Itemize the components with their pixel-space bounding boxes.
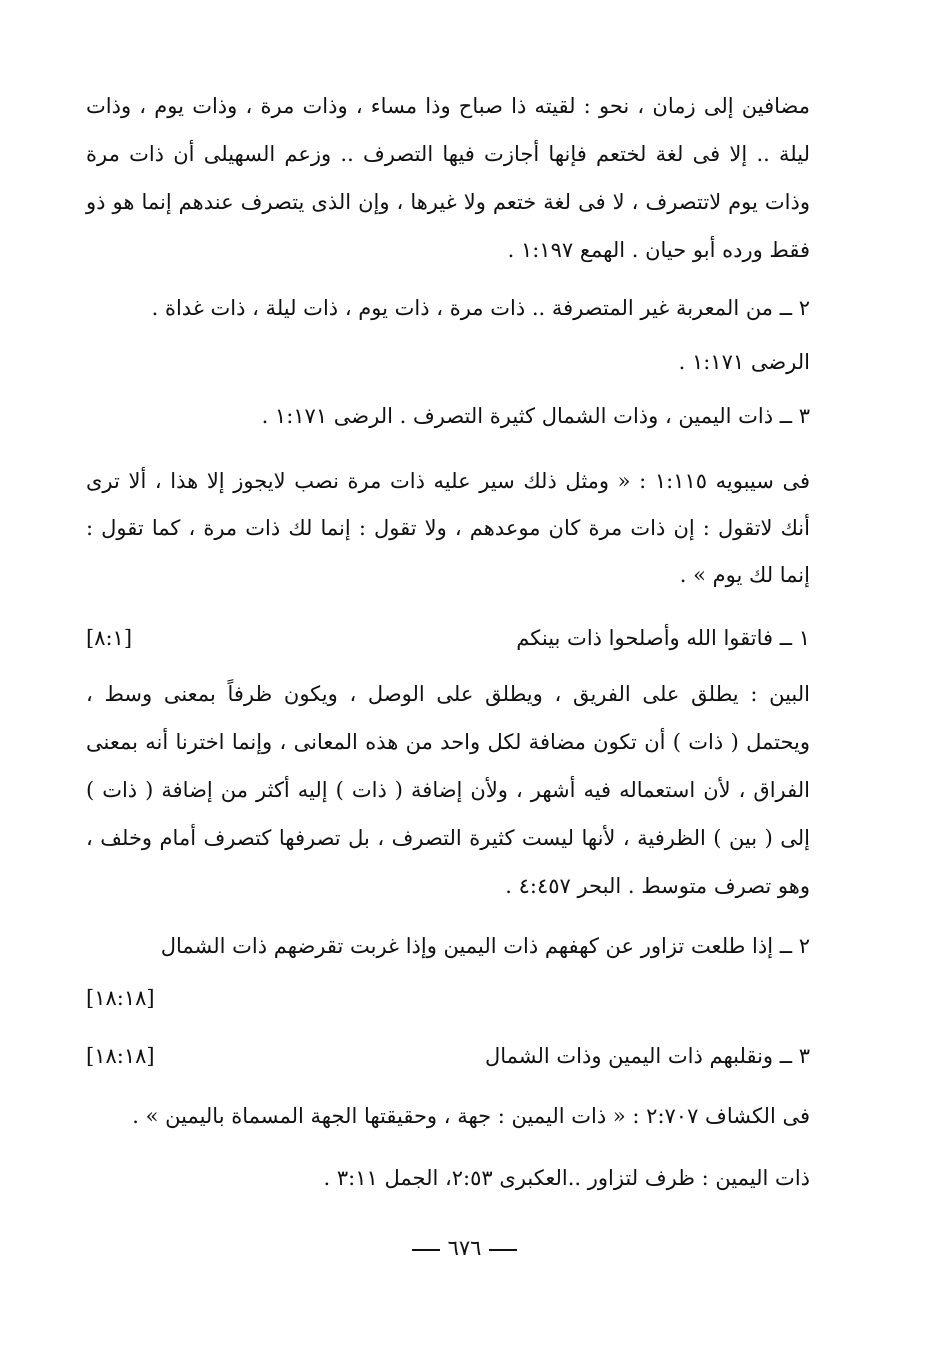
page-number: ٦٧٦ <box>447 1236 482 1260</box>
dash-right <box>489 1249 517 1251</box>
verse-2-reference: [١٨:١٨] <box>86 986 155 1010</box>
item-2-non-declinable-line1: ٢ ــ من المعربة غير المتصرفة .. ذات مرة ، ذات يوم ، ذات ليلة ، ذات غداة . <box>151 296 810 320</box>
akbari-note: ذات اليمين : ظرف لتزاور ..العكبرى ٢:٥٣، الجمل ٣:١١ . <box>323 1166 810 1190</box>
item-2-non-declinable-line2: الرضى ١:١٧١ . <box>678 350 810 374</box>
verse-2: ٢ ــ إذا طلعت تزاور عن كهفهم ذات اليمين وإذا غربت تقرضهم ذات الشمال <box>160 934 810 958</box>
verse-1: ١ ــ فاتقوا الله وأصلحوا ذات بينكم <box>516 626 810 650</box>
dash-left <box>412 1249 440 1251</box>
sibawayh-quote: فى سيبويه ١:١١٥ : « ومثل ذلك سير عليه ذات مرة نصب لايجوز إلا هذا ، ألا ترى أنك لاتقول : إن ذات مرة كان موعدهم ، ولا تقول : إنما لك ذات مرة ، كما تقول : إنما لك يوم » . <box>86 469 811 587</box>
page-number-footer <box>0 1236 929 1260</box>
paragraph-dhat-time-expressions: مضافين إلى زمان ، نحو : لقيته ذا صباح وذا مساء ، وذات مرة ، وذات يوم ، وذات ليلة .. إلا فى لغة لختعم فإنها أجازت فيها التصرف .. وزعم السهيلى أن ذات مرة وذات يوم لاتتصرف ، لا فى لغة ختعم ولا غيرها ، وإن الذى يتصرف عندهم إنما هو ذو فقط ورده أبو حيان . الهمع ١:١٩٧ . <box>86 94 810 262</box>
kashshaf-quote: فى الكشاف ٢:٧٠٧ : « ذات اليمين : جهة ، وحقيقتها الجهة المسماة باليمين » . <box>132 1104 810 1128</box>
item-3-yamin-shimal: ٣ ــ ذات اليمين ، وذات الشمال كثيرة التصرف . الرضى ١:١٧١ . <box>261 404 810 428</box>
bayn-explanation: البين : يطلق على الفريق ، ويطلق على الوصل ، ويكون ظرفاً بمعنى وسط ، ويحتمل ( ذات ) أن تكون مضافة لكل واحد من هذه المعانى ، وإنما اخترنا أنه بمعنى الفراق ، لأن استعماله فيه أشهر ، ولأن إضافة ( ذات ) إليه أكثر من إضافة ( ذات ) إلى ( بين ) الظرفية ، لأنها ليست كثيرة التصرف ، بل تصرفها كتصرف أمام وخلف ، وهو تصرف متوسط . البحر ٤:٤٥٧ . <box>86 682 810 898</box>
verse-1-reference: [٨:١] <box>86 626 133 650</box>
verse-3: ٣ ــ ونقلبهم ذات اليمين وذات الشمال <box>484 1044 810 1068</box>
verse-3-reference: [١٨:١٨] <box>86 1044 155 1068</box>
